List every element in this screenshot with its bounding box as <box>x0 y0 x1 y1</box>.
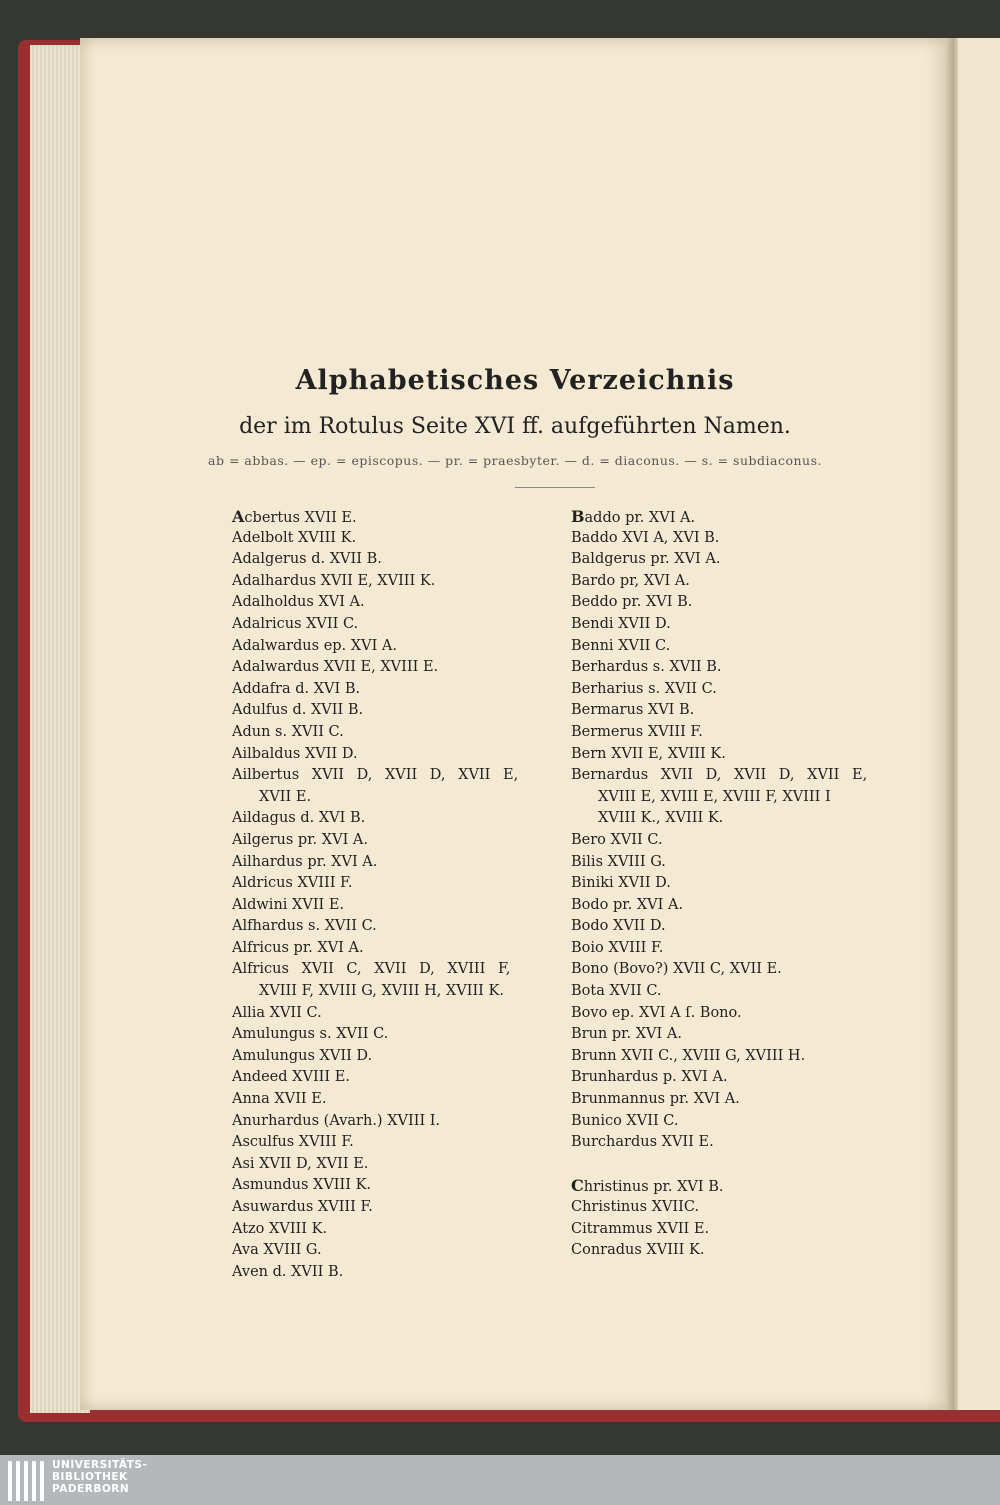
index-entry: Adulfus d. XVII B. <box>232 702 364 719</box>
index-entry: Adalholdus XVI A. <box>232 594 365 611</box>
index-entry: Bodo pr. XVI A. <box>571 896 684 913</box>
index-column-left <box>232 506 562 1283</box>
footer-bar <box>0 1455 1000 1505</box>
index-entry: Adalwardus ep. XVI A. <box>232 637 397 654</box>
index-entry: Burchardus XVII E. <box>571 1134 714 1151</box>
library-name-line: UNIVERSITÄTS- <box>52 1459 148 1471</box>
index-entry: Brunn XVII C., XVIII G, XVIII H. <box>571 1047 806 1064</box>
library-name-line: PADERBORN <box>52 1483 130 1495</box>
index-entry: Adalhardus XVII E, XVIII K. <box>232 572 436 589</box>
index-entry: Adalricus XVII C. <box>232 615 359 632</box>
section-initial: B <box>571 507 585 526</box>
index-entry: Anna XVII E. <box>232 1091 327 1108</box>
index-entry: Citrammus XVII E. <box>571 1220 710 1237</box>
index-entry: Ailbaldus XVII D. <box>232 745 358 762</box>
index-entry: Alfhardus s. XVII C. <box>232 918 377 935</box>
library-name-line: BIBLIOTHEK <box>52 1471 128 1483</box>
index-entry: Alfricus XVII C, XVII D, XVIII F, <box>232 961 511 978</box>
index-entry: Brun pr. XVI A. <box>571 1026 682 1043</box>
index-entry: Asuwardus XVIII F. <box>232 1199 373 1215</box>
index-entry-text: cbertus XVII E. <box>244 510 357 526</box>
abbreviations-legend: ab = abbas. — ep. = episcopus. — pr. = praesbyter. — d. = diaconus. — s. = subdiaconus. <box>208 453 822 468</box>
index-entry: Benni XVII C. <box>571 637 671 654</box>
index-entry: Amulungus s. XVII C. <box>232 1026 389 1043</box>
index-entry: Addafra d. XVI B. <box>232 680 361 697</box>
index-entry: Bota XVII C. <box>571 983 662 1000</box>
index-entry: Bendi XVII D. <box>571 615 671 632</box>
index-entry: Amulungus XVII D. <box>232 1047 373 1064</box>
index-entry: Brunmannus pr. XVI A. <box>571 1091 740 1108</box>
index-entry <box>232 506 562 528</box>
index-entry: Brunhardus p. XVI A. <box>571 1069 728 1086</box>
index-entry: Beddo pr. XVI B. <box>571 594 693 611</box>
index-entry: Adalwardus XVII E, XVIII E. <box>232 659 439 676</box>
divider <box>515 487 595 488</box>
page-subtitle: der im Rotulus Seite XVI ff. aufgeführten Namen. <box>239 414 791 439</box>
facing-page-edge <box>958 38 1000 1410</box>
index-entry: Adun s. XVII C. <box>232 723 344 740</box>
index-entry: Aildagus d. XVI B. <box>232 810 366 827</box>
index-entry: Asculfus XVIII F. <box>232 1134 354 1151</box>
index-entry: Aldricus XVIII F. <box>232 875 353 892</box>
index-entry-continuation: XVIII F, XVIII G, XVIII H, XVIII K. <box>259 983 504 1000</box>
index-entry: Conradus XVIII K. <box>571 1242 705 1259</box>
index-entry: Asmundus XVIII K. <box>232 1177 372 1194</box>
index-entry: Christinus XVIIC. <box>571 1199 700 1215</box>
index-entry-continuation: XVII E. <box>259 788 312 805</box>
index-entry: Bern XVII E, XVIII K. <box>571 745 726 762</box>
index-entry-continuation: XVIII E, XVIII E, XVIII F, XVIII I <box>598 788 831 805</box>
page-title: Alphabetisches Verzeichnis <box>295 365 735 396</box>
index-entry: Bernardus XVII D, XVII D, XVII E, <box>571 767 868 784</box>
index-entry: Bodo XVII D. <box>571 918 666 935</box>
index-entry: Ailhardus pr. XVI A. <box>232 853 378 870</box>
index-entry: Ava XVIII G. <box>232 1242 322 1259</box>
index-entry <box>571 1175 901 1197</box>
index-entry: Berhardus s. XVII B. <box>571 659 722 676</box>
index-entry: Atzo XVIII K. <box>232 1220 328 1237</box>
index-entry: Alfricus pr. XVI A. <box>232 939 364 956</box>
library-logo-icon <box>6 1461 46 1501</box>
index-entry: Aven d. XVII B. <box>232 1263 344 1280</box>
library-name <box>52 1459 147 1495</box>
index-entry: Biniki XVII D. <box>571 875 671 892</box>
index-entry: Baddo XVI A, XVI B. <box>571 529 720 546</box>
index-entry: Ailbertus XVII D, XVII D, XVII E, <box>232 767 519 784</box>
index-entry-text: addo pr. XVI A. <box>584 510 696 526</box>
index-entry: Anurhardus (Avarh.) XVIII I. <box>232 1112 441 1129</box>
index-entry: Bardo pr, XVI A. <box>571 572 690 589</box>
index-entry: Bero XVII C. <box>571 831 663 848</box>
index-entry: Asi XVII D, XVII E. <box>232 1155 369 1172</box>
index-entry: Berharius s. XVII C. <box>571 680 717 697</box>
index-entry-text: hristinus pr. XVI B. <box>583 1179 724 1196</box>
index-entry: Bilis XVIII G. <box>571 853 666 870</box>
section-gap <box>571 1154 901 1176</box>
index-entry: Bovo ep. XVI A ſ. Bono. <box>571 1004 742 1021</box>
index-entry: Bermerus XVIII F. <box>571 723 703 740</box>
index-entry: Allia XVII C. <box>232 1004 322 1021</box>
index-entry: Bono (Bovo?) XVII C, XVII E. <box>571 961 782 978</box>
section-initial: C <box>571 1176 584 1196</box>
index-entry: Adelbolt XVIII K. <box>232 529 357 546</box>
index-entry: Ailgerus pr. XVI A. <box>232 831 368 848</box>
index-entry: Andeed XVIII E. <box>232 1069 350 1086</box>
index-entry: Boio XVIII F. <box>571 939 664 956</box>
index-entry <box>571 506 901 528</box>
index-entry: Bermarus XVI B. <box>571 702 695 719</box>
index-entry: Aldwini XVII E. <box>232 896 345 913</box>
index-entry-continuation: XVIII K., XVIII K. <box>598 810 724 827</box>
index-column-right <box>571 506 901 1262</box>
section-initial: A <box>232 507 245 526</box>
index-entry: Bunico XVII C. <box>571 1112 679 1129</box>
index-entry: Adalgerus d. XVII B. <box>232 551 382 568</box>
index-entry: Baldgerus pr. XVI A. <box>571 551 721 568</box>
